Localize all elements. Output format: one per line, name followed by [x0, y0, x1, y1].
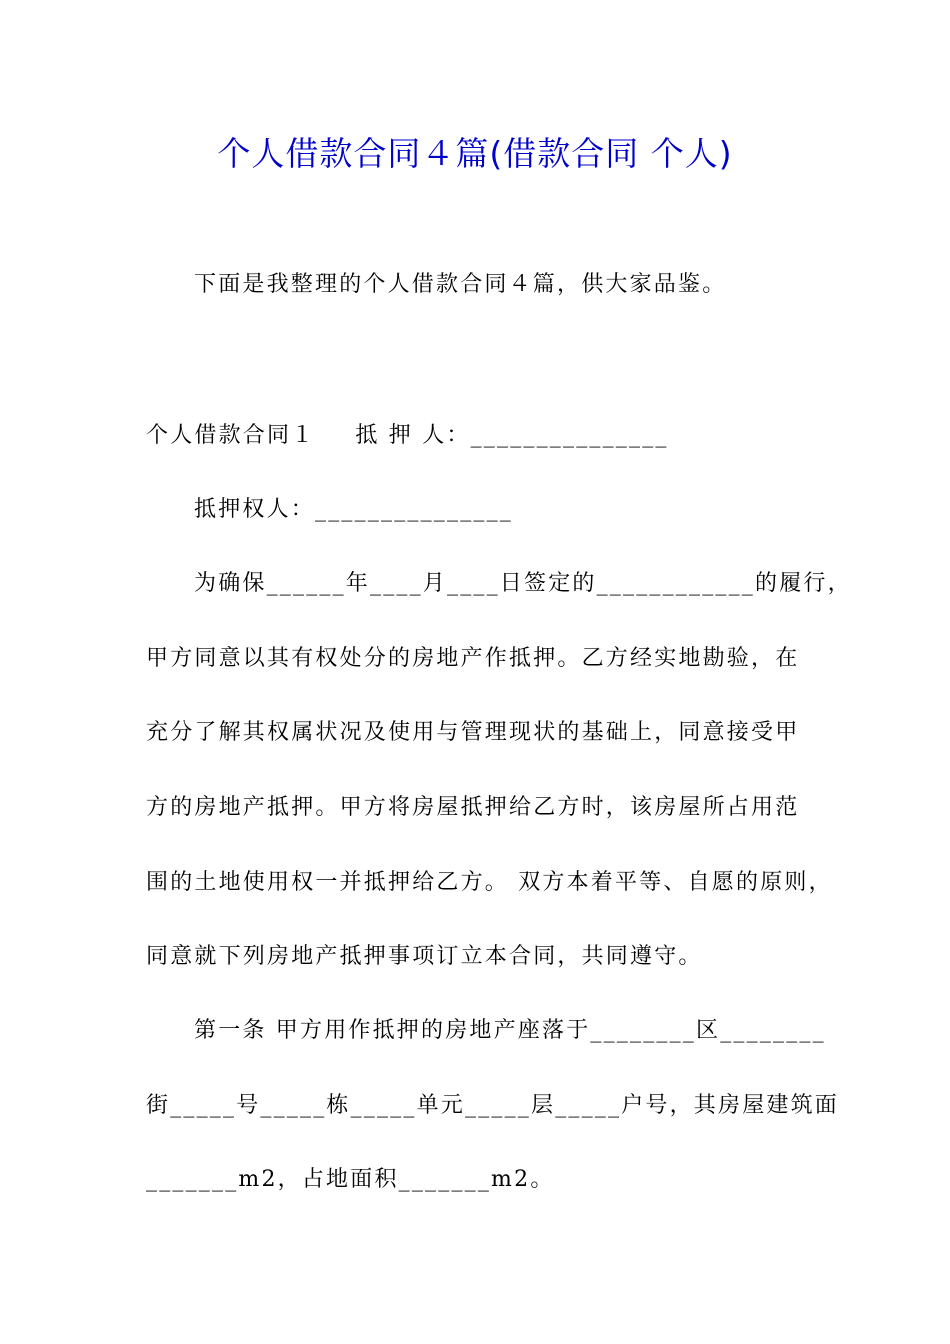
- body-line: 为确保______年____月____日签定的____________的履行，: [194, 571, 852, 596]
- body-line: 街_____号_____栋_____单元_____层_____户号，其房屋建筑面: [146, 1093, 840, 1118]
- article-one-line: 第一条 甲方用作抵押的房地产座落于________区________: [194, 1018, 826, 1043]
- intro-paragraph: 下面是我整理的个人借款合同４篇，供大家品鉴。: [194, 272, 727, 297]
- mortgagor-field: 抵 押 人：_______________: [355, 423, 669, 448]
- section-heading-row: [146, 421, 669, 451]
- body-line: 甲方同意以其有权处分的房地产作抵押。乙方经实地勘验，在: [146, 646, 800, 671]
- body-line: 充分了解其权属状况及使用与管理现状的基础上，同意接受甲: [146, 720, 800, 745]
- mortgagee-field: 抵押权人：_______________: [194, 497, 514, 522]
- body-line: _______m2，占地面积_______m2。: [146, 1167, 555, 1192]
- section-heading: 个人借款合同１: [146, 423, 316, 448]
- body-line: 围的土地使用权一并抵押给乙方。 双方本着平等、自愿的原则，: [146, 870, 833, 895]
- body-line: 方的房地产抵押。甲方将房屋抵押给乙方时，该房屋所占用范: [146, 795, 800, 820]
- document-title: 个人借款合同４篇(借款合同 个人): [217, 134, 733, 173]
- body-line: 同意就下列房地产抵押事项订立本合同，共同遵守。: [146, 944, 703, 969]
